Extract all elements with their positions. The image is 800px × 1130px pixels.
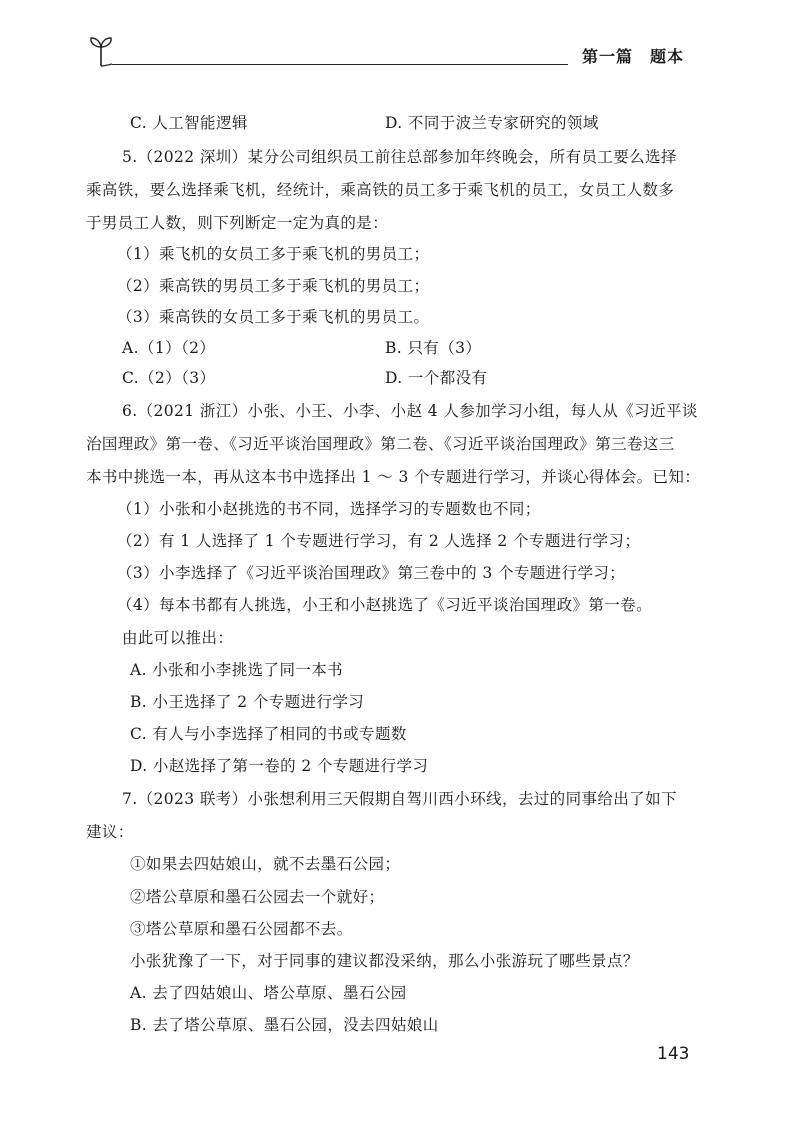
q6-cond-2: （2）有 1 人选择了 1 个专题进行学习，有 2 人选择 2 个专题进行学习；: [117, 532, 641, 550]
header-rule: [112, 64, 568, 65]
q7-advice-3: ③塔公草原和墨石公园都不去。: [130, 920, 353, 938]
q7-advice-2: ②塔公草原和墨石公园去一个就好；: [130, 888, 385, 906]
q5-cond-3: （3）乘高铁的女员工多于乘飞机的男员工。: [117, 308, 430, 326]
q5-option-d: D. 一个都没有: [385, 369, 488, 387]
section-title: 第一篇 题本: [582, 47, 685, 66]
page-header: [0, 0, 800, 80]
q7-advice-1: ①如果去四姑娘山，就不去墨石公园；: [130, 855, 401, 873]
q7-option-b: B. 去了塔公草原、墨石公园，没去四姑娘山: [130, 1016, 439, 1034]
q6-cond-4: （4）每本书都有人挑选，小王和小赵挑选了《习近平谈治国理政》第一卷。: [117, 596, 652, 614]
q6-stem-2: 治国理政》第一卷、《习近平谈治国理政》第二卷、《习近平谈治国理政》第三卷这三: [86, 435, 675, 453]
page-number: 143: [657, 1044, 690, 1064]
q6-option-d: D. 小赵选择了第一卷的 2 个专题进行学习: [130, 757, 429, 775]
q5-cond-2: （2）乘高铁的男员工多于乘飞机的男员工；: [117, 277, 430, 295]
q6-stem-1: 6.（2021 浙江）小张、小王、小李、小赵 4 人参加学习小组，每人从《习近平谈: [122, 402, 698, 420]
q6-option-a: A. 小张和小李挑选了同一本书: [130, 661, 344, 679]
q6-conclude: 由此可以推出：: [122, 629, 234, 647]
q4-option-d: D. 不同于波兰专家研究的领域: [385, 114, 599, 132]
q6-stem-3: 本书中挑选一本，再从这本书中选择出 1 ～ 3 个专题进行学习，并谈心得体会。已知：: [86, 468, 701, 486]
q4-option-c: C. 人工智能逻辑: [130, 114, 248, 132]
q6-cond-1: （1）小张和小赵挑选的书不同，选择学习的专题数也不同；: [117, 500, 541, 518]
q7-question: 小张犹豫了一下，对于同事的建议都没采纳，那么小张游玩了哪些景点？: [130, 952, 639, 970]
q5-option-c: C.（2）（3）: [122, 369, 216, 387]
q5-option-a: A.（1）（2）: [122, 339, 216, 357]
q5-stem-2: 乘高铁，要么选择乘飞机，经统计，乘高铁的员工多于乘飞机的员工，女员工人数多: [86, 181, 675, 199]
q6-option-c: C. 有人与小李选择了相同的书或专题数: [130, 725, 407, 743]
q6-option-b: B. 小王选择了 2 个专题进行学习: [130, 693, 365, 711]
q5-option-b: B. 只有（3）: [385, 339, 482, 357]
sprout-icon: [88, 34, 114, 68]
q7-stem-1: 7.（2023 联考）小张想利用三天假期自驾川西小环线，去过的同事给出了如下: [122, 790, 677, 808]
q7-option-a: A. 去了四姑娘山、塔公草原、墨石公园: [130, 984, 407, 1002]
q5-cond-1: （1）乘飞机的女员工多于乘飞机的男员工；: [117, 245, 430, 263]
q7-stem-2: 建议：: [86, 823, 134, 841]
q5-stem-1: 5.（2022 深圳）某分公司组织员工前往总部参加年终晚会，所有员工要么选择: [122, 148, 677, 166]
q6-cond-3: （3）小李选择了《习近平谈治国理政》第三卷中的 3 个专题进行学习；: [117, 564, 626, 582]
q5-stem-3: 于男员工人数，则下列断定一定为真的是：: [86, 214, 389, 232]
